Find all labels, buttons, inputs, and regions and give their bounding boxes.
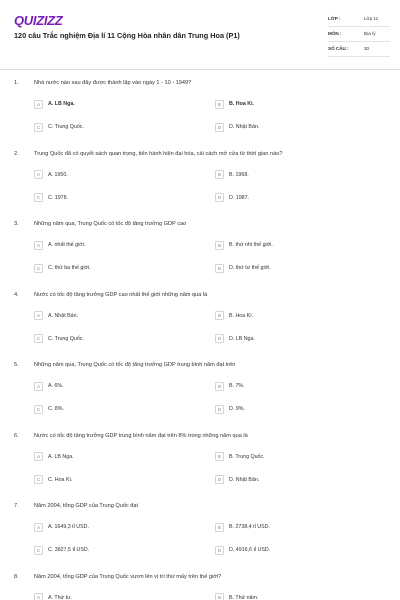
meta-key: SỐ CÂU : xyxy=(328,46,349,51)
answer-option[interactable] xyxy=(215,451,265,463)
option-text: A. Nhật Bản. xyxy=(48,312,79,319)
meta-row-subject xyxy=(328,30,390,42)
option-letter-box: D xyxy=(215,123,224,132)
question-number: 2. xyxy=(14,150,19,157)
option-letter-box: C xyxy=(34,546,43,555)
answer-option[interactable] xyxy=(215,239,273,251)
answer-option[interactable] xyxy=(34,474,72,486)
answer-option[interactable] xyxy=(34,380,64,392)
option-text: D. thứ tư thế giới. xyxy=(229,265,271,271)
question-text: Những năm qua, Trung Quốc có tốc độ tăng trưởng GDP trung bình năm đạt trên xyxy=(34,362,236,368)
meta-key: MÔN : xyxy=(328,31,342,36)
option-letter-box: B xyxy=(215,170,224,179)
option-letter-box: B xyxy=(215,593,224,600)
question-text: Năm 2004, tổng GDP của Trung Quốc đạt xyxy=(34,503,139,509)
option-text: D. 9%. xyxy=(229,406,245,412)
option-text: B. 7%. xyxy=(229,383,245,389)
answer-option[interactable] xyxy=(215,98,254,110)
option-text: A. LB Nga. xyxy=(48,101,75,107)
option-text: C. Hoa Kì. xyxy=(48,476,73,483)
answer-option[interactable] xyxy=(215,521,270,533)
question-text: Nhà nước nào sau đây được thành lập vào ngày 1 - 10 - 1949? xyxy=(34,80,192,86)
option-text: C. thứ ba thế giới. xyxy=(48,265,91,271)
option-letter-box: B xyxy=(215,311,224,320)
option-text: B. Trung Quốc. xyxy=(229,453,265,460)
option-text: A. nhất thế giới. xyxy=(48,242,86,248)
meta-row-count xyxy=(328,45,390,57)
option-letter-box: C xyxy=(34,475,43,484)
option-text: A. 1649,3 tỉ USD. xyxy=(48,524,89,530)
answer-option[interactable] xyxy=(34,333,84,345)
meta-value: 30 xyxy=(364,46,370,51)
question-text: Nước có tốc độ tăng trưởng GDP cao nhất thế giới những năm qua là xyxy=(34,291,208,298)
option-letter-box: A xyxy=(34,100,43,109)
option-text: C. Trung Quốc. xyxy=(48,124,84,130)
option-text: C. Trung Quốc. xyxy=(48,335,84,342)
option-letter-box: A xyxy=(34,593,43,600)
answer-option[interactable] xyxy=(215,333,255,345)
option-letter-box: A xyxy=(34,241,43,250)
worksheet-header xyxy=(0,0,400,70)
option-text: B. Hoa Kì. xyxy=(229,101,255,107)
question-text: Những năm qua, Trung Quốc có tốc độ tăng trưởng GDP cao xyxy=(34,221,187,227)
option-letter-box: C xyxy=(34,264,43,273)
answer-option[interactable] xyxy=(34,403,64,415)
question-text: Trung Quốc đã có quyết sách quan trọng, tiến hành hiện đại hóa, cải cách mở cửa từ thời gian nào? xyxy=(34,150,283,157)
answer-option[interactable] xyxy=(34,192,68,204)
answer-option[interactable] xyxy=(215,310,253,322)
option-letter-box: D xyxy=(215,193,224,202)
question-number: 3. xyxy=(14,221,19,227)
answer-option[interactable] xyxy=(34,592,72,600)
question-number: 4. xyxy=(14,291,19,298)
answer-option[interactable] xyxy=(34,544,89,556)
option-letter-box: C xyxy=(34,334,43,343)
answer-option[interactable] xyxy=(34,451,74,463)
option-letter-box: A xyxy=(34,523,43,532)
question-number: 8. xyxy=(14,573,19,580)
answer-option[interactable] xyxy=(215,380,245,392)
option-letter-box: D xyxy=(215,405,224,414)
question-number: 1. xyxy=(14,80,19,86)
option-letter-box: B xyxy=(215,452,224,461)
option-letter-box: D xyxy=(215,475,224,484)
answer-option[interactable] xyxy=(34,239,85,251)
question-number: 5. xyxy=(14,362,19,368)
option-text: B. 1968. xyxy=(229,171,249,178)
option-text: C. 8%. xyxy=(48,406,64,412)
option-text: A. LB Nga. xyxy=(48,453,74,460)
option-text: A. 6%. xyxy=(48,383,64,389)
option-text: D. 1987. xyxy=(229,194,250,201)
answer-option[interactable] xyxy=(215,544,270,556)
worksheet-title: 120 câu Trắc nghiệm Địa lí 11 Cộng Hòa nhân dân Trung Hoa (P1) xyxy=(14,31,240,40)
answer-option[interactable] xyxy=(34,521,89,533)
answer-option[interactable] xyxy=(34,169,68,181)
meta-row-class xyxy=(328,15,390,27)
option-letter-box: A xyxy=(34,382,43,391)
answer-option[interactable] xyxy=(215,592,258,600)
option-letter-box: D xyxy=(215,546,224,555)
answer-option[interactable] xyxy=(215,474,259,486)
option-text: D. Nhật Bản. xyxy=(229,124,260,130)
question-number: 6. xyxy=(14,432,19,439)
meta-value: Địa lý xyxy=(364,31,376,36)
option-text: C. 1978. xyxy=(48,194,69,201)
option-text: A. 1950. xyxy=(48,171,68,178)
answer-option[interactable] xyxy=(215,121,259,133)
option-letter-box: C xyxy=(34,123,43,132)
option-letter-box: D xyxy=(215,264,224,273)
question-text: Nước có tốc độ tăng trưởng GDP trung bình năm đạt trên 8% trong những năm qua là xyxy=(34,432,248,439)
option-letter-box: B xyxy=(215,382,224,391)
option-text: B. Hoa Kì. xyxy=(229,312,254,319)
option-letter-box: A xyxy=(34,170,43,179)
answer-option[interactable] xyxy=(215,169,249,181)
quizizz-logo: QUIZIZZ xyxy=(14,13,63,28)
option-text: A. Thứ tư. xyxy=(48,594,73,600)
option-text: D. 4916,6 tỉ USD. xyxy=(229,547,271,553)
option-letter-box: A xyxy=(34,452,43,461)
answer-option[interactable] xyxy=(215,403,245,415)
option-letter-box: D xyxy=(215,334,224,343)
option-letter-box: B xyxy=(215,523,224,532)
question-text: Năm 2004, tổng GDP của Trung Quốc vươn lên vị trí thứ mấy trên thế giới? xyxy=(34,573,222,580)
meta-key: LỚP : xyxy=(328,16,341,21)
answer-option[interactable] xyxy=(34,98,75,110)
option-text: B. Thứ năm. xyxy=(229,594,259,600)
meta-value: Lớp 11 xyxy=(364,16,379,21)
answer-option[interactable] xyxy=(215,262,271,274)
option-letter-box: C xyxy=(34,193,43,202)
answer-option[interactable] xyxy=(34,262,91,274)
option-letter-box: A xyxy=(34,311,43,320)
option-text: C. 3827,5 tỉ USD. xyxy=(48,547,90,553)
option-letter-box: B xyxy=(215,100,224,109)
answer-option[interactable] xyxy=(34,310,78,322)
answer-option[interactable] xyxy=(215,192,249,204)
option-text: B. thứ nhì thế giới. xyxy=(229,242,273,248)
option-text: D. LB Nga. xyxy=(229,335,255,342)
option-letter-box: C xyxy=(34,405,43,414)
question-number: 7. xyxy=(14,503,19,509)
option-letter-box: B xyxy=(215,241,224,250)
option-text: B. 2738,4 tỉ USD. xyxy=(229,524,270,530)
option-text: D. Nhật Bản. xyxy=(229,476,260,483)
answer-option[interactable] xyxy=(34,121,84,133)
